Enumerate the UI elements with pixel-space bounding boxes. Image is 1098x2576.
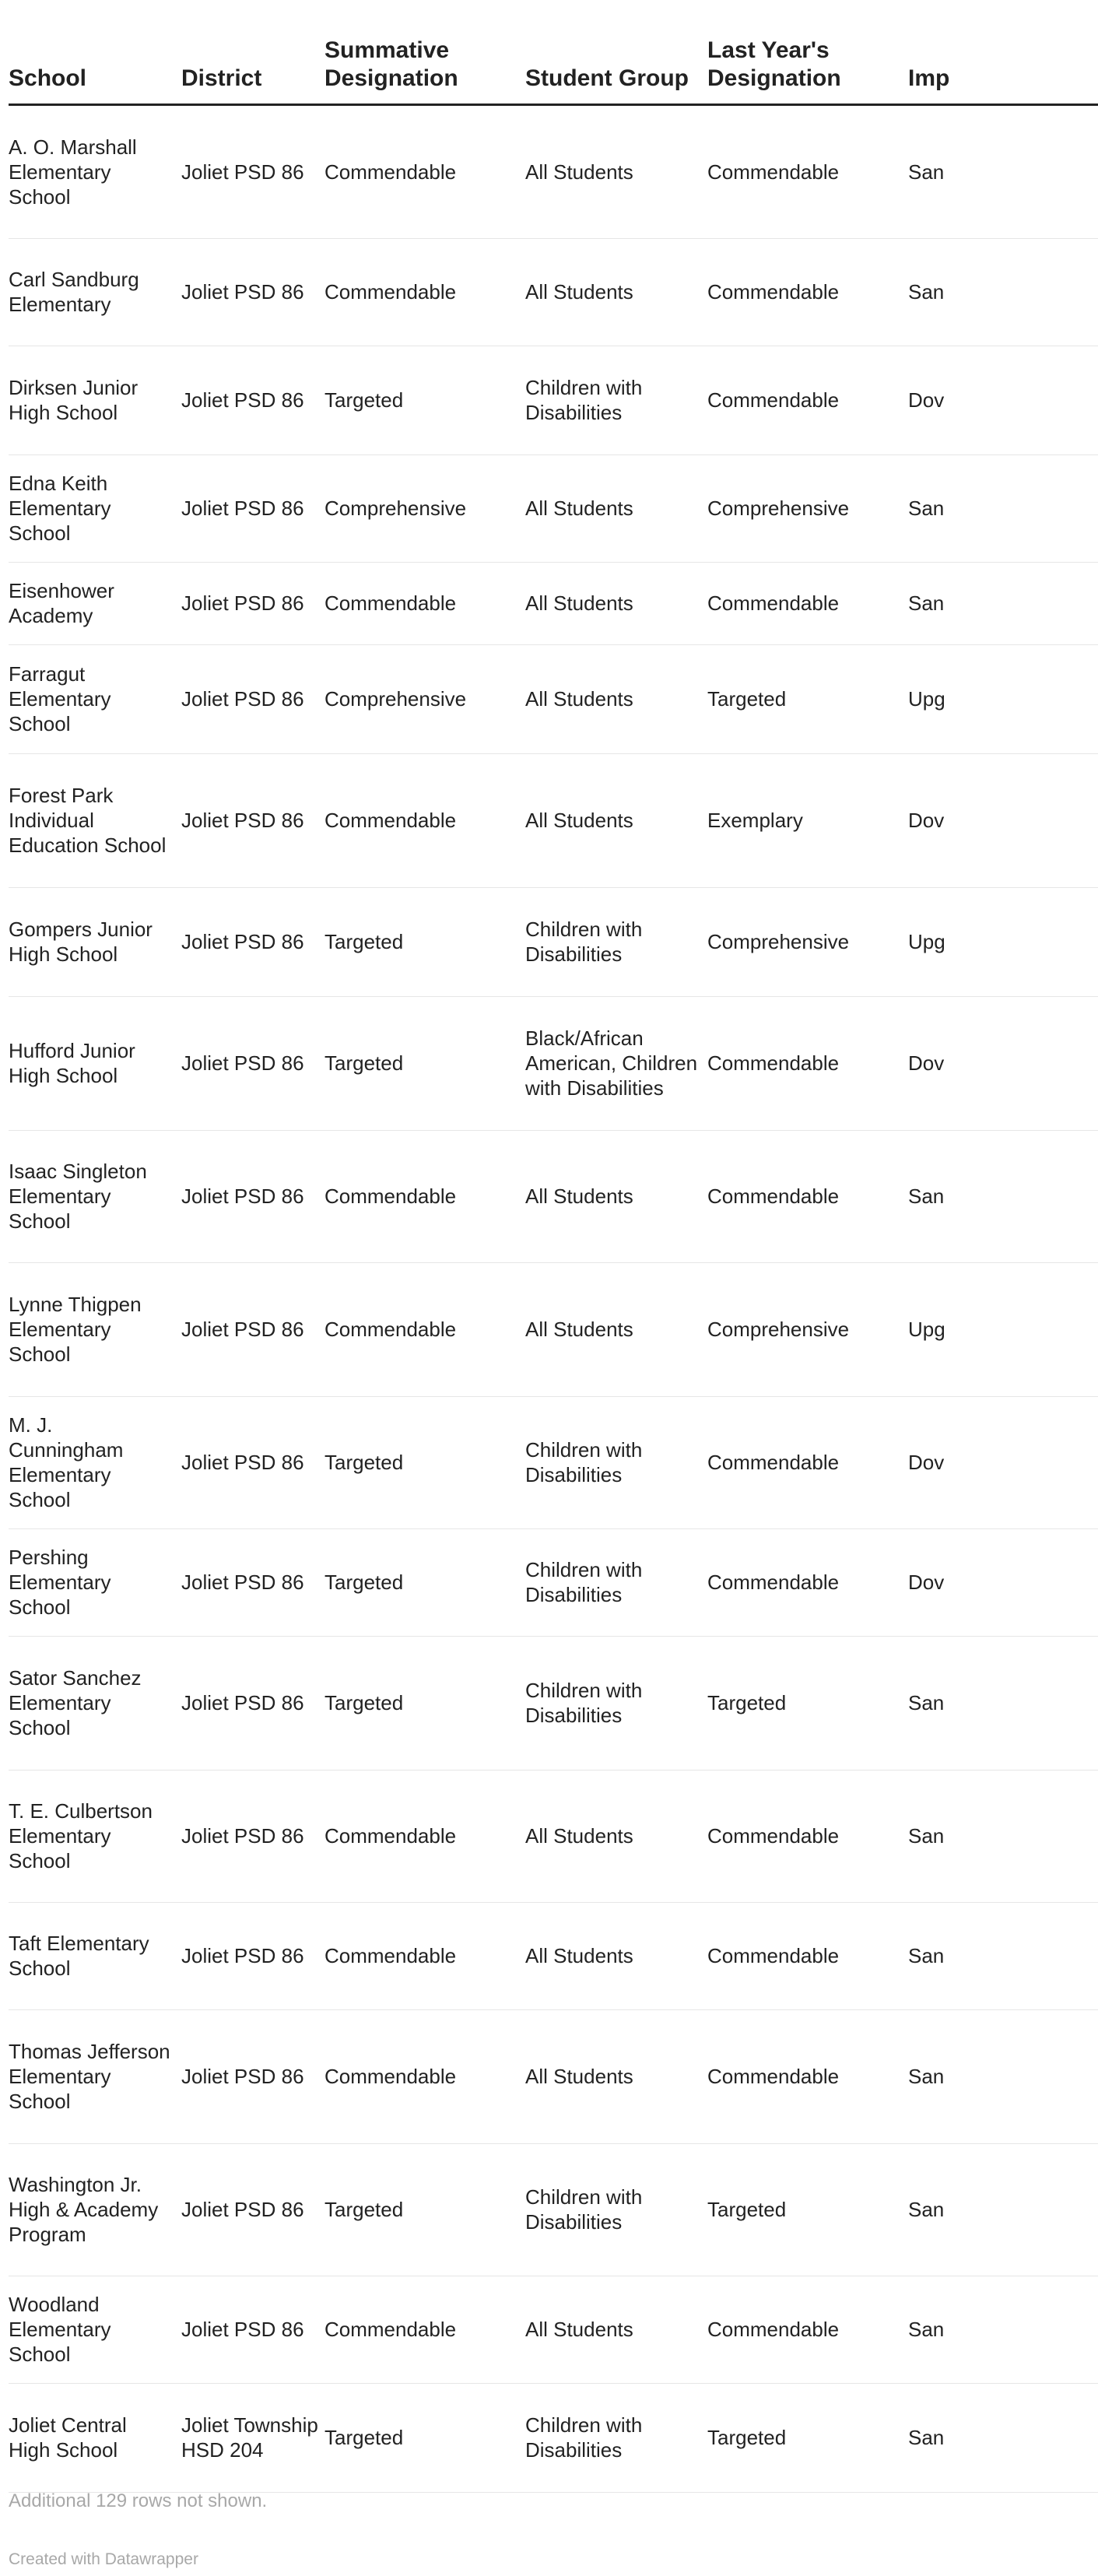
last-years-designation-cell: Comprehensive [707,454,908,562]
table-header [9,0,1098,104]
school-cell: Woodland Elementary School [9,2276,181,2383]
last-years-designation-cell: Targeted [707,2143,908,2276]
last-years-designation-cell: Commendable [707,1130,908,1262]
improvement-cell: San [908,2143,1098,2276]
student-group-cell: All Students [525,2009,707,2143]
summative-designation-cell: Targeted [324,887,525,996]
table-row [9,104,1098,238]
school-cell: Edna Keith Elementary School [9,454,181,562]
last-years-designation-cell: Commendable [707,2276,908,2383]
improvement-cell: Upg [908,644,1098,753]
district-cell: Joliet PSD 86 [181,996,324,1130]
improvement-cell: Dov [908,753,1098,887]
summative-designation-cell: Commendable [324,1130,525,1262]
last-years-designation-cell: Commendable [707,996,908,1130]
student-group-cell: All Students [525,454,707,562]
district-cell: Joliet PSD 86 [181,753,324,887]
improvement-cell: San [908,238,1098,346]
improvement-cell: San [908,1902,1098,2009]
student-group-cell: All Students [525,238,707,346]
school-cell: Dirksen Junior High School [9,346,181,454]
summative-designation-cell: Commendable [324,1902,525,2009]
improvement-cell: San [908,454,1098,562]
summative-designation-cell: Targeted [324,2383,525,2492]
school-cell: Washington Jr. High & Academy Program [9,2143,181,2276]
table-row [9,1770,1098,1902]
district-cell: Joliet PSD 86 [181,2143,324,2276]
table-row [9,454,1098,562]
last-years-designation-cell: Commendable [707,1396,908,1528]
school-cell: Joliet Central High School [9,2383,181,2492]
last-years-designation-cell: Comprehensive [707,1262,908,1396]
student-group-cell: All Students [525,1770,707,1902]
improvement-cell: Upg [908,887,1098,996]
student-group-cell: All Students [525,1130,707,1262]
table-row [9,238,1098,346]
district-cell: Joliet PSD 86 [181,454,324,562]
table-row [9,2009,1098,2143]
last-years-designation-cell: Commendable [707,1770,908,1902]
student-group-cell: All Students [525,644,707,753]
table-row [9,2143,1098,2276]
improvement-cell: San [908,2276,1098,2383]
summative-designation-cell: Commendable [324,2276,525,2383]
table-row [9,1396,1098,1528]
student-group-cell: Black/African American, Children with Disabilities [525,996,707,1130]
last-years-designation-cell: Targeted [707,1636,908,1770]
table-row [9,644,1098,753]
district-cell: Joliet PSD 86 [181,2276,324,2383]
school-cell: Farragut Elementary School [9,644,181,753]
column-header-school[interactable]: School [9,0,181,104]
school-cell: Carl Sandburg Elementary [9,238,181,346]
table-body [9,104,1098,2492]
district-cell: Joliet PSD 86 [181,1262,324,1396]
student-group-cell: All Students [525,2276,707,2383]
datawrapper-credit: Created with Datawrapper [9,2550,198,2568]
district-cell: Joliet PSD 86 [181,2009,324,2143]
student-group-cell: Children with Disabilities [525,1396,707,1528]
last-years-designation-cell: Commendable [707,238,908,346]
district-cell: Joliet PSD 86 [181,1130,324,1262]
last-years-designation-cell: Exemplary [707,753,908,887]
summative-designation-cell: Comprehensive [324,454,525,562]
column-header-last-years-designation[interactable]: Last Year's Designation [707,0,908,104]
student-group-cell: Children with Disabilities [525,346,707,454]
header-row [9,0,1098,104]
table-row [9,1528,1098,1636]
table-row [9,996,1098,1130]
summative-designation-cell: Commendable [324,1262,525,1396]
last-years-designation-cell: Targeted [707,644,908,753]
district-cell: Joliet PSD 86 [181,887,324,996]
table-row [9,1902,1098,2009]
table-viewport[interactable] [9,0,950,2493]
summative-designation-cell: Commendable [324,238,525,346]
district-cell: Joliet PSD 86 [181,346,324,454]
improvement-cell: San [908,2383,1098,2492]
student-group-cell: All Students [525,753,707,887]
district-cell: Joliet PSD 86 [181,104,324,238]
summative-designation-cell: Targeted [324,2143,525,2276]
column-header-improvement[interactable]: Imp [908,0,1098,104]
improvement-cell: San [908,2009,1098,2143]
table-row [9,753,1098,887]
school-cell: Lynne Thigpen Elementary School [9,1262,181,1396]
district-cell: Joliet PSD 86 [181,1396,324,1528]
last-years-designation-cell: Commendable [707,104,908,238]
district-cell: Joliet PSD 86 [181,562,324,644]
school-cell: T. E. Culbertson Elementary School [9,1770,181,1902]
table-row [9,2276,1098,2383]
school-cell: Isaac Singleton Elementary School [9,1130,181,1262]
summative-designation-cell: Commendable [324,104,525,238]
column-header-district[interactable]: District [181,0,324,104]
summative-designation-cell: Commendable [324,753,525,887]
district-cell: Joliet PSD 86 [181,1636,324,1770]
improvement-cell: San [908,1130,1098,1262]
table-row [9,1636,1098,1770]
district-cell: Joliet PSD 86 [181,1528,324,1636]
school-cell: Sator Sanchez Elementary School [9,1636,181,1770]
student-group-cell: Children with Disabilities [525,1528,707,1636]
district-cell: Joliet PSD 86 [181,1770,324,1902]
summative-designation-cell: Targeted [324,1636,525,1770]
district-cell: Joliet PSD 86 [181,1902,324,2009]
table-row [9,346,1098,454]
column-header-summative-designation[interactable]: Summative Designation [324,0,525,104]
improvement-cell: San [908,1770,1098,1902]
school-cell: Taft Elementary School [9,1902,181,2009]
student-group-cell: Children with Disabilities [525,887,707,996]
school-cell: Forest Park Individual Education School [9,753,181,887]
improvement-cell: Dov [908,996,1098,1130]
school-cell: Hufford Junior High School [9,996,181,1130]
summative-designation-cell: Targeted [324,346,525,454]
student-group-cell: Children with Disabilities [525,2143,707,2276]
student-group-cell: Children with Disabilities [525,2383,707,2492]
rows-not-shown-note: Additional 129 rows not shown. [9,2490,268,2511]
last-years-designation-cell: Comprehensive [707,887,908,996]
student-group-cell: All Students [525,1902,707,2009]
summative-designation-cell: Commendable [324,562,525,644]
summative-designation-cell: Commendable [324,1770,525,1902]
table-row [9,887,1098,996]
last-years-designation-cell: Commendable [707,2009,908,2143]
table-row [9,2383,1098,2492]
improvement-cell: San [908,1636,1098,1770]
summative-designation-cell: Targeted [324,1528,525,1636]
table-row [9,562,1098,644]
student-group-cell: All Students [525,562,707,644]
last-years-designation-cell: Commendable [707,562,908,644]
last-years-designation-cell: Commendable [707,1902,908,2009]
schools-table [9,0,1098,2493]
school-cell: Eisenhower Academy [9,562,181,644]
improvement-cell: Dov [908,1528,1098,1636]
school-cell: M. J. Cunningham Elementary School [9,1396,181,1528]
improvement-cell: San [908,104,1098,238]
summative-designation-cell: Commendable [324,2009,525,2143]
school-cell: Thomas Jefferson Elementary School [9,2009,181,2143]
district-cell: Joliet PSD 86 [181,644,324,753]
improvement-cell: Dov [908,346,1098,454]
school-cell: Gompers Junior High School [9,887,181,996]
improvement-cell: San [908,562,1098,644]
improvement-cell: Upg [908,1262,1098,1396]
improvement-cell: Dov [908,1396,1098,1528]
table-row [9,1262,1098,1396]
district-cell: Joliet PSD 86 [181,238,324,346]
last-years-designation-cell: Commendable [707,346,908,454]
student-group-cell: Children with Disabilities [525,1636,707,1770]
last-years-designation-cell: Targeted [707,2383,908,2492]
summative-designation-cell: Comprehensive [324,644,525,753]
student-group-cell: All Students [525,104,707,238]
school-cell: Pershing Elementary School [9,1528,181,1636]
district-cell: Joliet Township HSD 204 [181,2383,324,2492]
summative-designation-cell: Targeted [324,996,525,1130]
school-cell: A. O. Marshall Elementary School [9,104,181,238]
student-group-cell: All Students [525,1262,707,1396]
last-years-designation-cell: Commendable [707,1528,908,1636]
column-header-student-group[interactable]: Student Group [525,0,707,104]
table-row [9,1130,1098,1262]
summative-designation-cell: Targeted [324,1396,525,1528]
